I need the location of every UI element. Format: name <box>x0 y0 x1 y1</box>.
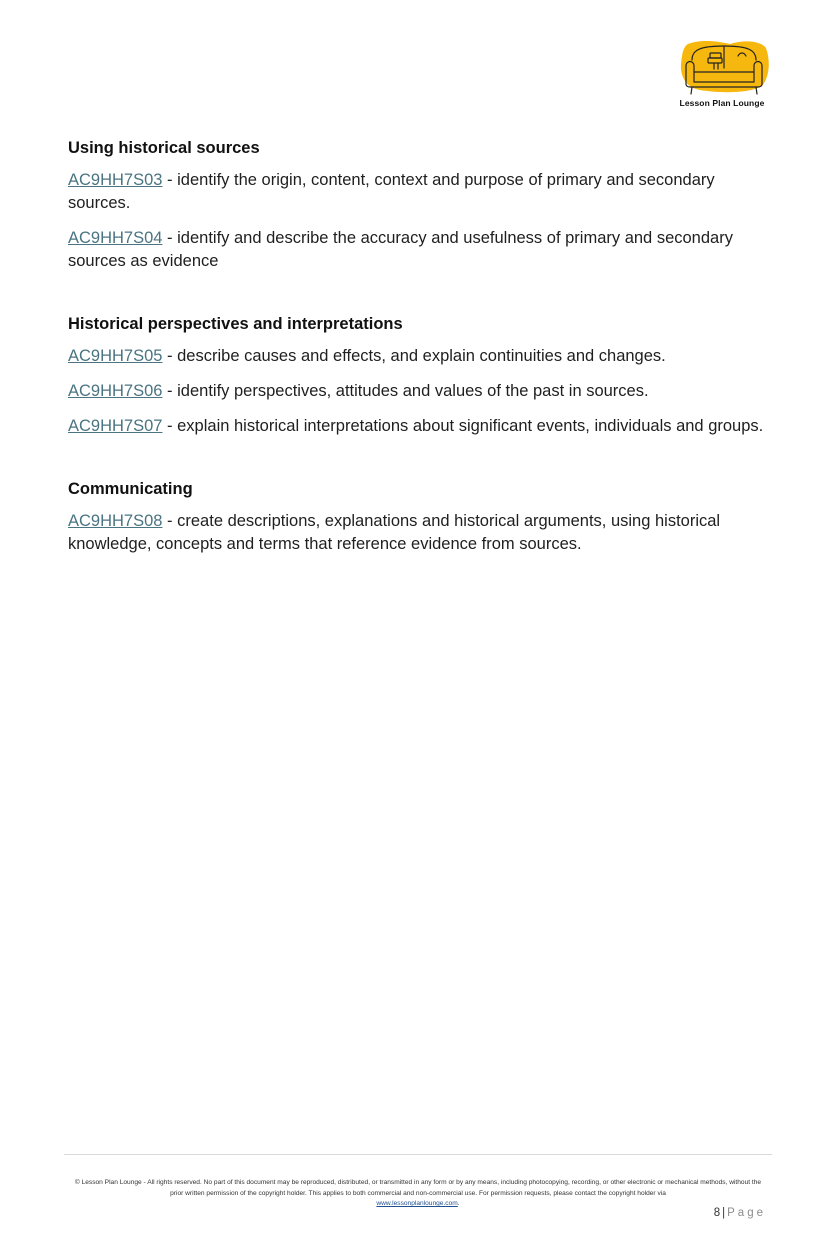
curriculum-code-link[interactable]: AC9HH7S06 <box>68 382 163 400</box>
curriculum-description: - create descriptions, explanations and historical arguments, using historical knowledge, concepts and terms that reference evidence from sources. <box>68 512 721 553</box>
curriculum-item <box>68 345 768 368</box>
main-content <box>68 137 768 596</box>
logo <box>674 36 774 114</box>
footer-divider <box>64 1154 772 1155</box>
website-link[interactable]: www.lessonplanlounge.com <box>376 1200 458 1207</box>
curriculum-code-link[interactable]: AC9HH7S05 <box>68 347 163 365</box>
copyright-text: © Lesson Plan Lounge - All rights reserved. No part of this document may be reproduced, distributed, or transmitted in any form or by any means, including photocopying, recording, or other electronic or mechanical methods, without the prior written permission of the copyright holder. This applies to both commercial and non-commercial use. For permission requests, please contact the copyright holder via <box>74 1179 762 1197</box>
footer-copyright <box>72 1178 764 1210</box>
couch-logo-icon <box>678 38 770 98</box>
logo-text: Lesson Plan Lounge <box>679 98 765 108</box>
curriculum-item <box>68 169 768 215</box>
curriculum-description: - identify perspectives, attitudes and values of the past in sources. <box>162 382 649 400</box>
section-communicating <box>68 478 768 556</box>
page-number-value: 8 <box>713 1207 721 1219</box>
curriculum-description: - explain historical interpretations about significant events, individuals and groups. <box>162 417 764 435</box>
link-suffix: . <box>457 1200 460 1207</box>
curriculum-item <box>68 415 768 438</box>
curriculum-code-link[interactable]: AC9HH7S03 <box>68 171 163 189</box>
curriculum-description: - identify and describe the accuracy and usefulness of primary and secondary sources as evidence <box>68 229 733 270</box>
curriculum-item <box>68 380 768 403</box>
page-number <box>714 1207 766 1219</box>
curriculum-item <box>68 510 768 556</box>
curriculum-code-link[interactable]: AC9HH7S04 <box>68 229 163 247</box>
curriculum-description: - identify the origin, content, context and purpose of primary and secondary sources. <box>68 171 715 212</box>
curriculum-description: - describe causes and effects, and explain continuities and changes. <box>162 347 666 365</box>
curriculum-code-link[interactable]: AC9HH7S08 <box>68 512 163 530</box>
section-heading: Using historical sources <box>68 139 260 157</box>
section-using-historical-sources <box>68 137 768 273</box>
page-label: Page <box>727 1207 766 1219</box>
curriculum-item <box>68 227 768 273</box>
section-historical-perspectives <box>68 313 768 438</box>
section-heading: Historical perspectives and interpretations <box>68 315 403 333</box>
section-heading: Communicating <box>68 480 193 498</box>
page-separator: | <box>722 1207 726 1219</box>
curriculum-code-link[interactable]: AC9HH7S07 <box>68 417 163 435</box>
